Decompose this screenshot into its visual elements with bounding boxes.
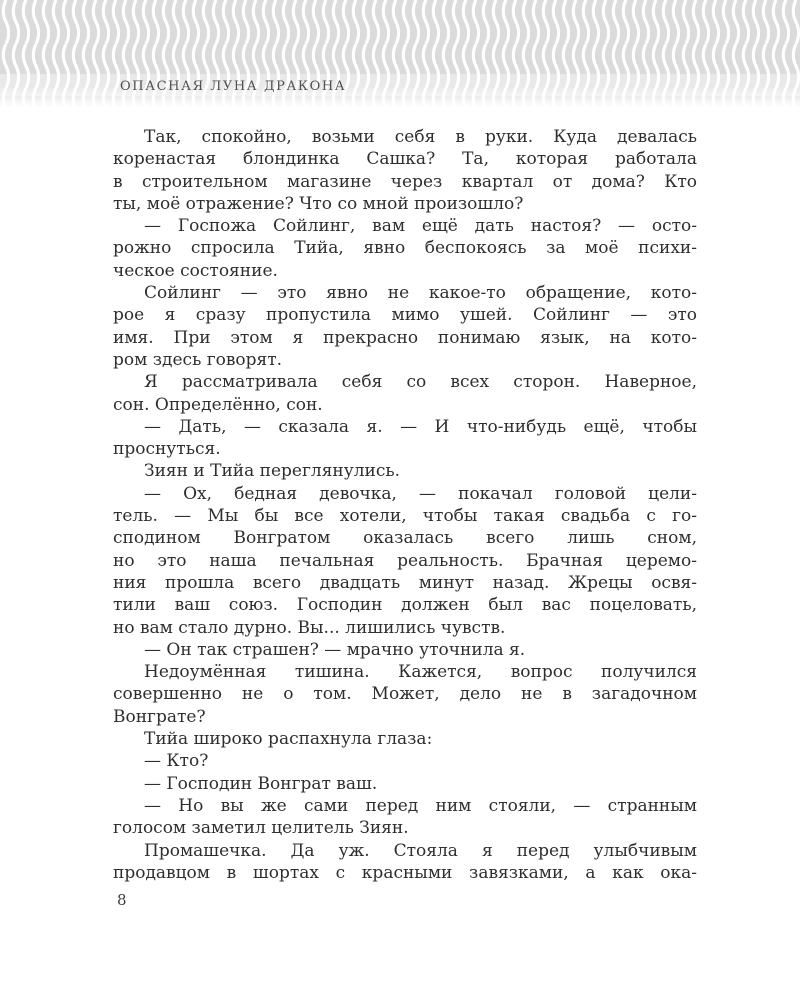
paragraph	[113, 215, 697, 282]
paragraph	[113, 773, 697, 795]
text-line: — Госпожа Сойлинг, вам ещё дать настоя? — осто-	[144, 216, 697, 237]
text-line: Я рассматривала себя со всех сторон. Наверное,	[144, 372, 697, 393]
paragraph	[113, 750, 697, 772]
paragraph	[113, 282, 697, 371]
paragraph	[113, 460, 697, 482]
text-line: Сойлинг — это явно не какое-то обращение, кото-	[144, 283, 697, 304]
text-line: совершенно не о том. Может, дело не в загадочном	[113, 684, 697, 705]
paragraph	[113, 840, 697, 885]
text-line: продавцом в шортах с красными завязками, а как ока-	[113, 862, 697, 883]
text-line: Недоумённая тишина. Кажется, вопрос получился	[144, 662, 697, 683]
paragraph	[113, 483, 697, 639]
running-head-book-title: ОПАСНАЯ ЛУНА ДРАКОНА	[120, 79, 347, 94]
text-line: Промашечка. Да уж. Стояла я перед улыбчивым	[144, 840, 697, 861]
paragraph	[113, 728, 697, 750]
text-column	[113, 126, 697, 884]
text-line: — Ох, бедная девочка, — покачал головой цели-	[144, 483, 697, 504]
paragraph	[113, 795, 697, 840]
text-line: Тийа широко распахнула глаза:	[144, 729, 433, 750]
text-line: Так, спокойно, возьми себя в руки. Куда девалась	[144, 127, 697, 147]
text-line: рожно спросила Тийа, явно беспокоясь за моё психи-	[113, 238, 697, 259]
text-line: имя. При этом я прекрасно понимаю язык, на кото-	[113, 327, 697, 348]
text-line: ты, моё отражение? Что со мной произошло?	[113, 193, 524, 214]
text-line: рое я сразу пропустила мимо ушей. Сойлинг — это	[113, 305, 697, 326]
paragraph	[113, 639, 697, 661]
paragraph	[113, 371, 697, 416]
text-line: — Но вы же сами перед ним стояли, — странным	[144, 795, 697, 816]
text-line: тель. — Мы бы все хотели, чтобы такая свадьба с го-	[113, 506, 697, 527]
text-line: ром здесь говорят.	[113, 349, 283, 370]
text-line: — Господин Вонграт ваш.	[144, 773, 378, 794]
text-line: — Он так страшен? — мрачно уточнила я.	[144, 639, 526, 660]
text-line: в строительном магазине через квартал от дома? Кто	[113, 171, 697, 192]
text-line: но это наша печальная реальность. Брачная церемо-	[113, 550, 697, 571]
text-line: сон. Определённо, сон.	[113, 394, 323, 415]
text-line: ния прошла всего двадцать минут назад. Жрецы освя-	[113, 572, 697, 593]
page-number: 8	[117, 891, 127, 909]
text-line: Зиян и Тийа переглянулись.	[144, 461, 401, 482]
text-line: голосом заметил целитель Зиян.	[113, 818, 409, 839]
paragraph	[113, 416, 697, 461]
text-line: проснуться.	[113, 439, 221, 460]
paragraph	[113, 661, 697, 728]
text-line: ческое состояние.	[113, 260, 278, 281]
text-line: — Дать, — сказала я. — И что-нибудь ещё, чтобы	[144, 416, 697, 437]
text-line: коренастая блондинка Сашка? Та, которая работала	[113, 149, 697, 170]
text-line: — Кто?	[144, 751, 209, 772]
paragraph	[113, 126, 697, 215]
text-line: Вонграте?	[113, 706, 206, 727]
text-line: тили ваш союз. Господин должен был вас поцеловать,	[113, 595, 697, 616]
text-line: но вам стало дурно. Вы... лишились чувств.	[113, 617, 506, 638]
text-line: сподином Вонгратом оказалась всего лишь сном,	[113, 528, 697, 549]
